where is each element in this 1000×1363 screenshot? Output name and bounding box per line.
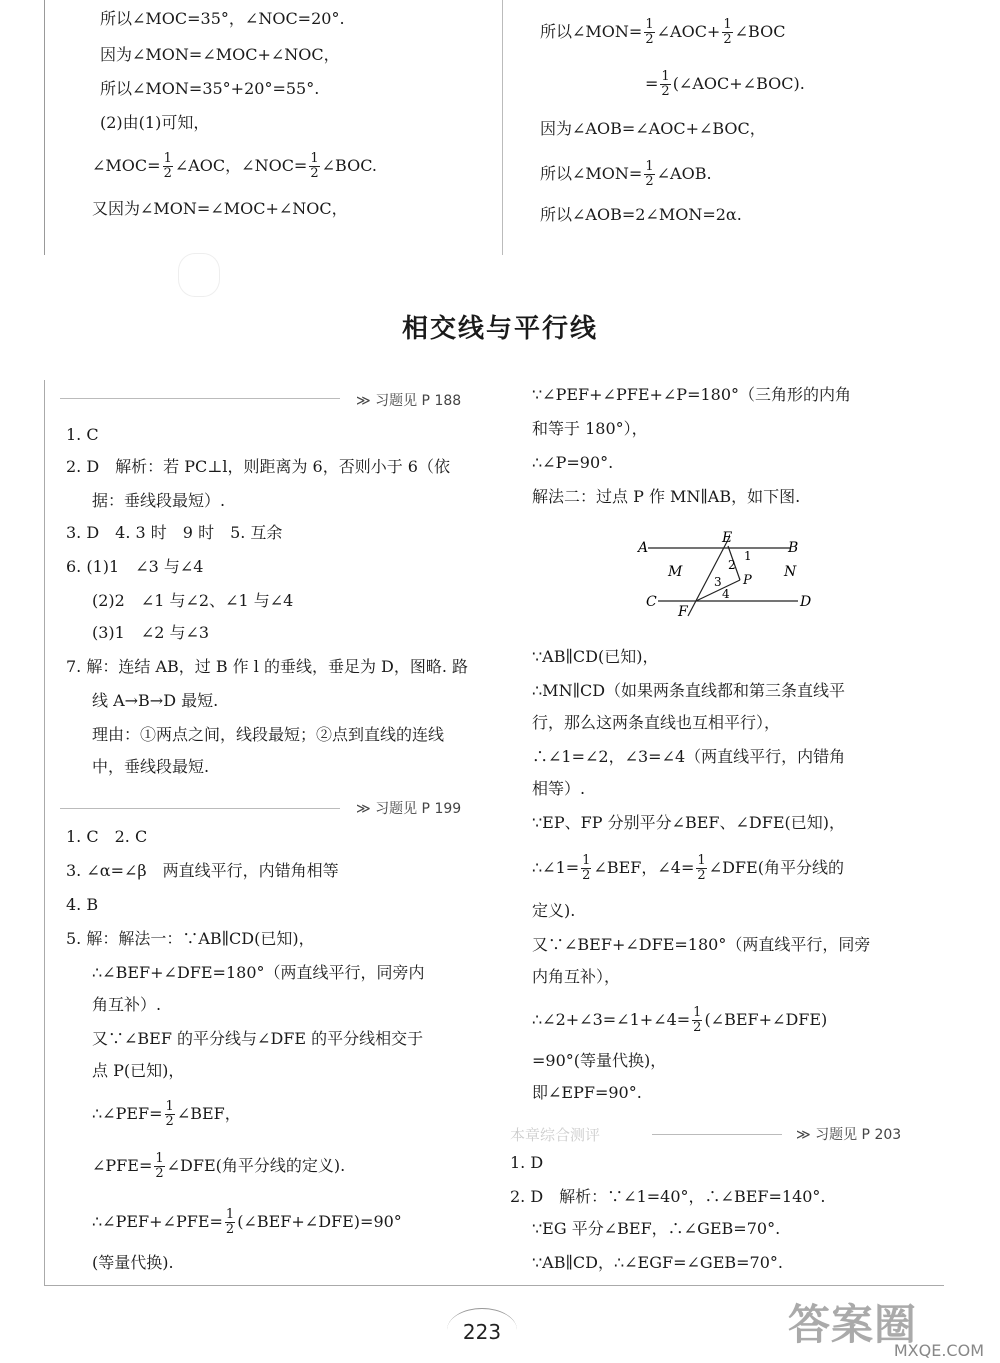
half-fraction: $\frac{1}{2}$: [661, 69, 670, 99]
half-fraction: $\frac{1}{2}$: [163, 151, 172, 181]
r-14: =90°(等量代换)，: [532, 1051, 667, 1070]
r-8: ∴∠1=∠2，∠3=∠4（两直线平行，内错角: [532, 747, 846, 766]
bottom-rule: [44, 1285, 944, 1286]
section-rule: [652, 1134, 782, 1135]
ans2-5-last: (等量代换).: [92, 1253, 174, 1272]
ans-6-1: 6. (1)1 ∠3 与∠4: [66, 557, 204, 576]
half-fraction: $\frac{1}{2}$: [645, 159, 654, 189]
ans2-1-2: 1. C 2. C: [66, 827, 148, 846]
exercise-ref-203: ≫ 习题见 P 203: [796, 1127, 902, 1143]
label-F: F: [678, 604, 688, 620]
watermark-url: MXQE.COM: [893, 1341, 984, 1360]
half-fraction: $\frac{1}{2}$: [645, 17, 654, 47]
label-B: B: [788, 540, 799, 556]
r-5: ∵AB∥CD(已知)，: [532, 647, 659, 666]
tlf-a: ∠MOC=: [92, 156, 161, 175]
r-4: 解法二：过点 P 作 MN∥AB，如下图.: [532, 487, 801, 506]
half-fraction: $\frac{1}{2}$: [225, 1207, 235, 1237]
r-18: ∵EG 平分∠BEF，∴∠GEB=70°.: [532, 1219, 781, 1238]
watermark-logo: [788, 1292, 988, 1360]
r-frac1: ∴∠1= $\frac{1}{2}$ ∠BEF，∠4= $\frac{1}{2}$ ∠DFE(角平分线的: [532, 853, 844, 883]
ans2-5-l4: 又∵∠BEF 的平分线与∠DFE 的平分线相交于: [92, 1029, 424, 1048]
exercise-ref-199: ≫ 习题见 P 199: [356, 801, 462, 817]
r-11: 定义).: [532, 901, 576, 920]
decorative-stamp-icon: [178, 253, 220, 297]
ans2-5-l3: 角互补）.: [92, 995, 162, 1014]
label-4: 4: [722, 587, 730, 601]
label-N: N: [784, 564, 797, 580]
section-rule: [60, 808, 340, 809]
top-left-frac-line: [92, 152, 377, 181]
top-left-rule: [44, 0, 45, 255]
label-P: P: [743, 573, 752, 588]
label-3: 3: [714, 575, 722, 589]
ans-2-cont: 据：垂线段最短）.: [92, 491, 226, 510]
ans2-3: 3. ∠α=∠β 两直线平行，内错角相等: [66, 861, 339, 880]
half-fraction: $\frac{1}{2}$: [582, 853, 591, 883]
top-left-line-5: 又因为∠MON=∠MOC+∠NOC，: [92, 199, 348, 218]
page-number: 223: [462, 1320, 502, 1344]
ans-6-2: (2)2 ∠1 与∠2、∠1 与∠4: [92, 591, 294, 610]
half-fraction: $\frac{1}{2}$: [693, 1005, 702, 1035]
ans-7-reason: 理由：①两点之间，线段最短；②点到直线的连线: [92, 725, 445, 744]
label-1: 1: [744, 549, 752, 563]
ans-7: 7. 解：连结 AB，过 B 作 l 的垂线，垂足为 D，图略. 路: [66, 657, 469, 676]
tlf-c: ∠BOC.: [321, 156, 377, 175]
half-fraction: $\frac{1}{2}$: [723, 17, 732, 47]
ans-6-3: (3)1 ∠2 与∠3: [92, 623, 210, 642]
top-right-line-2: = $\frac{1}{2}$ (∠AOC+∠BOC).: [645, 69, 805, 99]
left-border: [44, 380, 45, 1285]
half-fraction: $\frac{1}{2}$: [310, 151, 319, 181]
r-12: 又∵∠BEF+∠DFE=180°（两直线平行，同旁: [532, 935, 871, 954]
ans2-4: 4. B: [66, 895, 99, 914]
ans2-5: 5. 解：解法一：∵AB∥CD(已知)，: [66, 929, 315, 948]
ans-2: 2. D 解析：若 PC⊥l，则距离为 6，否则小于 6（依: [66, 457, 450, 476]
r-7: 行，那么这两条直线也互相平行），: [532, 713, 781, 732]
section-label: 本章综合测评: [510, 1126, 601, 1144]
top-right-line-1: 所以∠MON= $\frac{1}{2}$ ∠AOC+ $\frac{1}{2}$ ∠BOC: [540, 17, 786, 47]
section-rule: [60, 398, 340, 399]
top-left-line-3: 所以∠MON=35°+20°=55°.: [100, 79, 320, 98]
ans-7-reason-cont: 中，垂线段最短.: [92, 757, 210, 776]
ans2-5-frac2: ∠PFE= $\frac{1}{2}$ ∠DFE(角平分线的定义).: [92, 1151, 346, 1181]
label-M: M: [668, 564, 683, 580]
r-17: 2. D 解析：∵∠1=40°，∴∠BEF=140°.: [510, 1187, 826, 1206]
r-3: ∴∠P=90°.: [532, 453, 614, 472]
label-D: D: [800, 594, 812, 610]
label-E: E: [722, 530, 733, 546]
half-fraction: $\frac{1}{2}$: [155, 1151, 164, 1181]
label-C: C: [646, 594, 657, 610]
r-10: ∵EP、FP 分别平分∠BEF、∠DFE(已知)，: [532, 813, 846, 832]
r-frac2: ∴∠2+∠3=∠1+∠4= $\frac{1}{2}$ (∠BEF+∠DFE): [532, 1005, 828, 1035]
label-2: 2: [728, 558, 736, 572]
ans2-5-frac1: ∴∠PEF= $\frac{1}{2}$ ∠BEF，: [92, 1099, 241, 1129]
half-fraction: $\frac{1}{2}$: [697, 853, 706, 883]
r-6: ∴MN∥CD（如果两条直线都和第三条直线平: [532, 681, 846, 700]
chapter-title: 相交线与平行线: [401, 314, 598, 344]
tlf-b: ∠AOC，∠NOC=: [174, 156, 308, 175]
exercise-ref-188: ≫ 习题见 P 188: [356, 393, 462, 409]
top-column-divider: [502, 0, 503, 255]
ans2-5-l5: 点 P(已知)，: [92, 1061, 185, 1080]
r-13: 内角互补），: [532, 967, 621, 986]
parallel-lines-figure: [630, 522, 830, 622]
r-2: 和等于 180°），: [532, 419, 648, 438]
ans-3-5: 3. D 4. 3 时 9 时 5. 互余: [66, 523, 283, 542]
top-right-line-3: 因为∠AOB=∠AOC+∠BOC，: [540, 119, 766, 138]
watermark-text: 答案圈: [788, 1300, 918, 1349]
top-left-line-1: 所以∠MOC=35°，∠NOC=20°.: [100, 9, 345, 28]
half-fraction: $\frac{1}{2}$: [165, 1099, 174, 1129]
ans2-5-l2: ∴∠BEF+∠DFE=180°（两直线平行，同旁内: [92, 963, 425, 982]
ans2-5-frac3: ∴∠PEF+∠PFE= $\frac{1}{2}$ (∠BEF+∠DFE)=90°: [92, 1207, 402, 1237]
top-left-line-4: (2)由(1)可知，: [100, 113, 210, 132]
top-right-line-4: 所以∠MON= $\frac{1}{2}$ ∠AOB.: [540, 159, 712, 189]
r-19: ∵AB∥CD，∴∠EGF=∠GEB=70°.: [532, 1253, 783, 1272]
r-1: ∵∠PEF+∠PFE+∠P=180°（三角形的内角: [532, 385, 852, 404]
r-16: 1. D: [510, 1153, 544, 1172]
label-A: A: [638, 540, 649, 556]
ans-1: 1. C: [66, 425, 99, 444]
r-15: 即∠EPF=90°.: [532, 1083, 642, 1102]
top-right-line-5: 所以∠AOB=2∠MON=2α.: [540, 205, 742, 224]
top-left-line-2: 因为∠MON=∠MOC+∠NOC，: [100, 45, 340, 64]
r-9: 相等）.: [532, 779, 586, 798]
ans-7-cont: 线 A→B→D 最短.: [92, 691, 219, 710]
